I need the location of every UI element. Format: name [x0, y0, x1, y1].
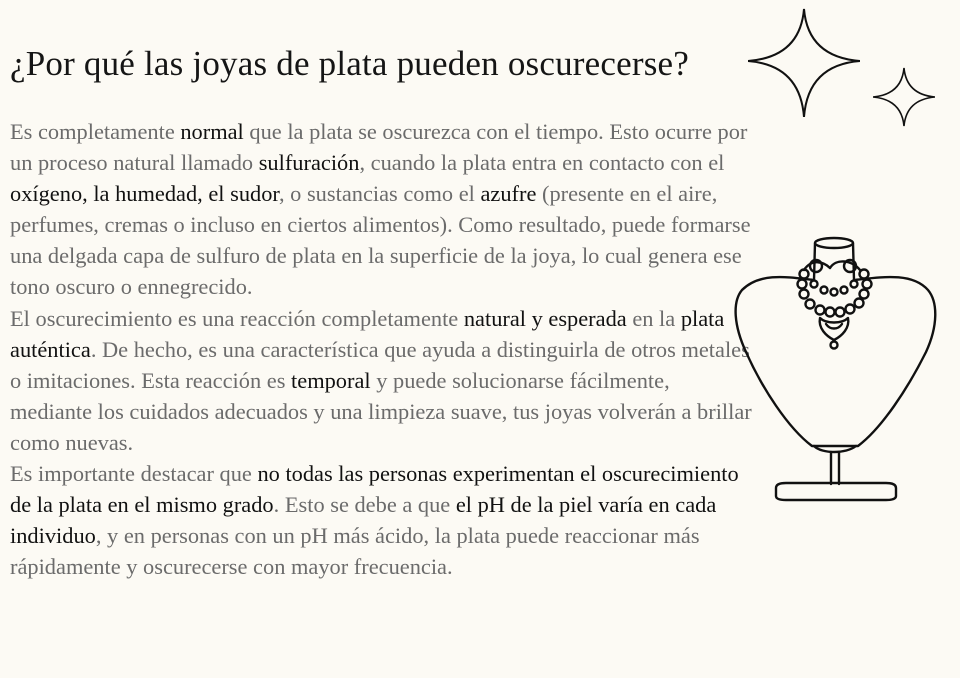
body-text-run: , y en personas con un pH más ácido, la plata puede reaccionar más rápidamente y oscurecerse con mayor frecuencia.	[10, 523, 700, 580]
highlighted-text: normal	[180, 119, 244, 144]
body-text-run: , cuando la plata entra en contacto con el	[359, 150, 725, 176]
necklace-bust-icon	[730, 232, 942, 512]
body-text-run: . De hecho, es una característica que ayuda a distinguirla de otros metales o imitaciones. Esta reacción es	[10, 336, 750, 393]
body-text-run: , o sustancias como el	[278, 181, 481, 207]
page-title: ¿Por qué las joyas de plata pueden oscurecerse?	[10, 44, 689, 83]
paragraph-1	[10, 116, 755, 303]
sparkle-star-large-icon	[748, 5, 860, 117]
paragraph-2	[10, 303, 755, 458]
body-text-run: (presente en el aire, perfumes, cremas o incluso en ciertos alimentos). Como resultado, puede formarse una delgada capa de sulfuro de plata en la superficie de la joya, lo cual genera ese tono oscuro o ennegrecido.	[10, 181, 751, 300]
highlighted-text: temporal	[291, 367, 371, 393]
body-text-run: El oscurecimiento es una reacción completamente	[10, 305, 464, 331]
body-text	[10, 116, 755, 582]
body-text-run: . Esto se debe a que	[273, 492, 456, 518]
highlighted-text: el pH de la piel varía en cada individuo	[10, 492, 717, 549]
sparkle-star-small-icon	[873, 66, 935, 128]
paragraph-3	[10, 458, 755, 582]
body-text-run: Es completamente	[10, 119, 181, 144]
highlighted-text: no todas las personas experimentan el oscurecimiento de la plata en el mismo grado	[10, 461, 739, 518]
highlighted-text: plata auténtica	[10, 305, 725, 362]
highlighted-text: oxígeno, la humedad, el sudor	[10, 181, 279, 207]
highlighted-text: azufre	[480, 181, 537, 207]
body-text-run: que la plata se oscurezca con el tiempo. Esto ocurre por un proceso natural llamado	[10, 119, 748, 176]
highlighted-text: natural y esperada	[463, 305, 627, 331]
body-text-run: y puede solucionarse fácilmente, mediante los cuidados adecuados y una limpieza suave, tus joyas volverán a brillar como nuevas.	[10, 367, 752, 455]
body-text-run: en la	[626, 305, 681, 331]
body-text-run: Es importante destacar que	[10, 461, 258, 487]
highlighted-text: sulfuración	[258, 150, 360, 176]
